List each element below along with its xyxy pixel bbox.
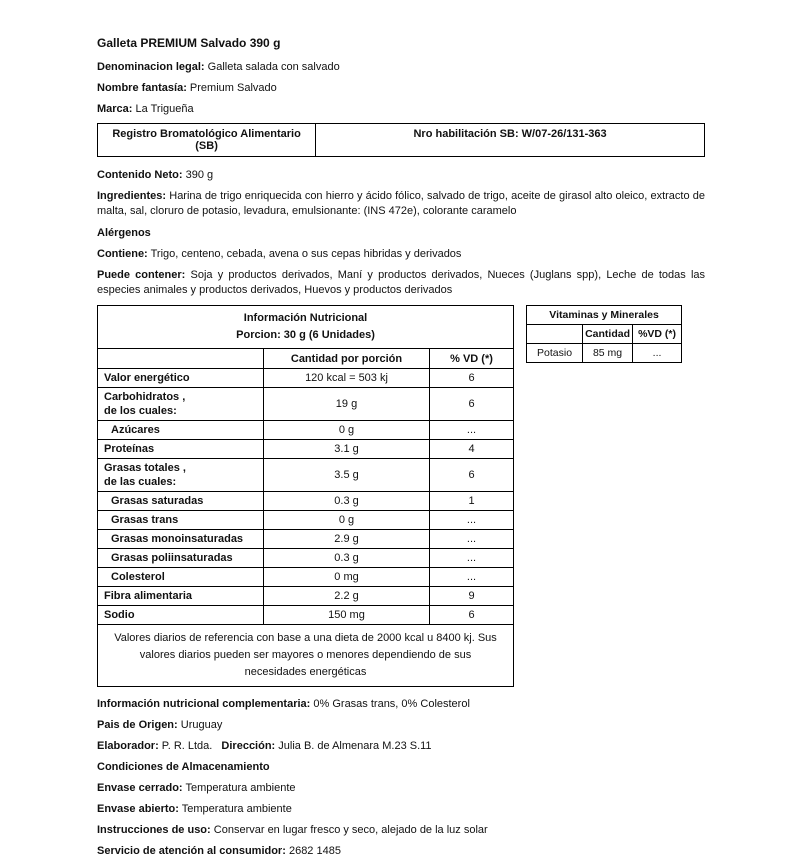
table-row-carbohidratos [98,388,514,421]
table-row-grasas-poliinsaturadas [98,549,514,568]
nutrition-facts-table [97,305,514,687]
nutrient-amount: 0.3 g [264,549,430,568]
nutrient-amount: 0 g [264,511,430,530]
nutrient-vd: ... [430,568,514,587]
registro-label-cell: Registro Bromatológico Alimentario (SB) [98,124,316,156]
ingredientes-text: Harina de trigo enriquecida con hierro y ácido fólico, salvado de trigo, aceite de girasol alto oleico, extracto de malta, sal, cloruro de potasio, levadura, emulsionante: (INS 472e), colorante caramelo [97,190,705,217]
nutrient-amount: 0 g [264,421,430,440]
empty-header-cell [98,349,264,369]
puede-contener-text: Soja y productos derivados, Maní y productos derivados, Nueces (Juglans spp), Leche de todas las especies animales y productos derivados, Huevos y productos derivados [97,269,706,296]
nutrient-name: Valor energético [98,369,264,388]
nutrition-footnote: Valores diarios de referencia con base a una dieta de 2000 kcal u 8400 kj. Sus valores diarios pueden ser mayores o menores dependiendo de sus necesidades energéticas [98,625,514,687]
mineral-amount: 85 mg [583,344,633,363]
nutrient-vd: ... [430,511,514,530]
field-value: 0% Grasas trans, 0% Colesterol [313,698,470,710]
mineral-vd: ... [633,344,682,363]
nutrient-name: Carbohidratos , de los cuales: [98,388,264,421]
nutrient-vd: 4 [430,440,514,459]
nutrient-name: Colesterol [98,568,264,587]
table-row-sodio [98,606,514,625]
field-elaborador-direccion [97,739,705,753]
field-label: Envase abierto: [97,803,179,815]
alergenos-heading: Alérgenos [97,227,151,239]
nutrient-vd: 6 [430,388,514,421]
nutrient-name: Grasas monoinsaturadas [98,530,264,549]
field-label: Dirección: [221,740,276,752]
field-label: Instrucciones de uso: [97,824,211,836]
col-header-amount: Cantidad por porción [264,349,430,369]
product-label-document [97,36,705,865]
field-marca [97,102,705,116]
table-row-valor-energetico [98,369,514,388]
registro-number-cell: Nro habilitación SB: W/07-26/131-363 [413,128,607,140]
field-label: Servicio de atención al consumidor: [97,845,286,857]
empty-header-cell [527,325,583,344]
page-title: Galleta PREMIUM Salvado 390 g [97,36,281,50]
field-value: Uruguay [180,719,223,731]
field-nombre-fantasia [97,81,705,95]
nutrient-amount: 120 kcal = 503 kj [264,369,430,388]
col-header-vd: %VD (*) [633,325,682,344]
vitamins-table-title: Vitaminas y Minerales [527,306,682,325]
field-value: P. R. Ltda. [161,740,213,752]
field-label: Ingredientes: [97,190,167,202]
col-header-vd: % VD (*) [430,349,514,369]
nutrient-name: Grasas trans [98,511,264,530]
field-contenido-neto [97,168,705,182]
field-contiene [97,247,705,261]
puede-contener-paragraph [97,268,705,298]
nutrient-vd: ... [430,421,514,440]
nutrient-amount: 2.9 g [264,530,430,549]
nutrient-name: Sodio [98,606,264,625]
nutrient-name: Grasas poliinsaturadas [98,549,264,568]
table-row-grasas-trans [98,511,514,530]
nutrient-amount: 0.3 g [264,492,430,511]
field-servicio-atencion [97,844,705,858]
nutrient-name: Azúcares [98,421,264,440]
nutrient-name: Grasas totales , de las cuales: [98,459,264,492]
nutrient-amount: 3.1 g [264,440,430,459]
table-row-proteinas [98,440,514,459]
nutrient-amount: 150 mg [264,606,430,625]
field-label: Puede contener: [97,269,186,281]
field-value: Galleta salada con salvado [207,61,340,73]
field-envase-abierto [97,802,705,816]
nutrition-table-portion: Porcion: 30 g (6 Unidades) [236,329,375,341]
field-value: Premium Salvado [189,82,277,94]
nutrient-vd: 6 [430,606,514,625]
nutrient-vd: 9 [430,587,514,606]
field-label: Pais de Origen: [97,719,178,731]
table-row-colesterol [98,568,514,587]
nutrition-footnote-row [98,625,514,687]
field-pais-origen [97,718,705,732]
table-row-potasio [527,344,682,363]
nutrient-vd: ... [430,530,514,549]
field-label: Marca: [97,103,133,115]
nutrition-title-cell [98,306,514,349]
nutrition-table-title: Información Nutricional [243,312,368,324]
field-value: 390 g [185,169,214,181]
nutrition-title-row [98,306,514,349]
field-value: Conservar en lugar fresco y seco, alejado de la luz solar [213,824,488,836]
field-label: Denominacion legal: [97,61,205,73]
table-row-grasas-saturadas [98,492,514,511]
nutrient-vd: 6 [430,459,514,492]
nutrient-name: Fibra alimentaria [98,587,264,606]
nutrient-amount: 19 g [264,388,430,421]
field-label: Información nutricional complementaria: [97,698,311,710]
nutrient-amount: 3.5 g [264,459,430,492]
tables-section [97,305,705,687]
col-header-cantidad: Cantidad [583,325,633,344]
field-value: Julia B. de Almenara M.23 S.11 [278,740,432,752]
vitamins-title-row [527,306,682,325]
nutrient-name: Proteínas [98,440,264,459]
nutrient-vd: 1 [430,492,514,511]
field-label: Contenido Neto: [97,169,183,181]
field-label: Elaborador: [97,740,159,752]
field-envase-cerrado [97,781,705,795]
condiciones-heading: Condiciones de Almacenamiento [97,761,270,773]
ingredientes-paragraph [97,189,705,219]
field-value: Trigo, centeno, cebada, avena o sus cepas hibridas y derivados [150,248,462,260]
table-row-fibra-alimentaria [98,587,514,606]
vitamins-minerals-table [526,305,682,363]
field-value: La Trigueña [135,103,194,115]
field-label: Envase cerrado: [97,782,183,794]
nutrient-amount: 2.2 g [264,587,430,606]
field-instrucciones-uso [97,823,705,837]
nutrient-name: Grasas saturadas [98,492,264,511]
table-row-grasas-monoinsaturadas [98,530,514,549]
field-denominacion-legal [97,60,705,74]
mineral-name: Potasio [527,344,583,363]
nutrient-vd: ... [430,549,514,568]
field-value: 2682 1485 [288,845,341,857]
nutrition-header-row [98,349,514,369]
field-label: Contiene: [97,248,148,260]
field-label: Nombre fantasía: [97,82,187,94]
registro-bromatologico-table [97,123,705,157]
nutrient-vd: 6 [430,369,514,388]
field-value: Temperatura ambiente [181,803,292,815]
vitamins-header-row [527,325,682,344]
field-info-complementaria [97,697,705,711]
table-row-grasas-totales [98,459,514,492]
field-value: Temperatura ambiente [185,782,296,794]
nutrient-amount: 0 mg [264,568,430,587]
table-row-azucares [98,421,514,440]
